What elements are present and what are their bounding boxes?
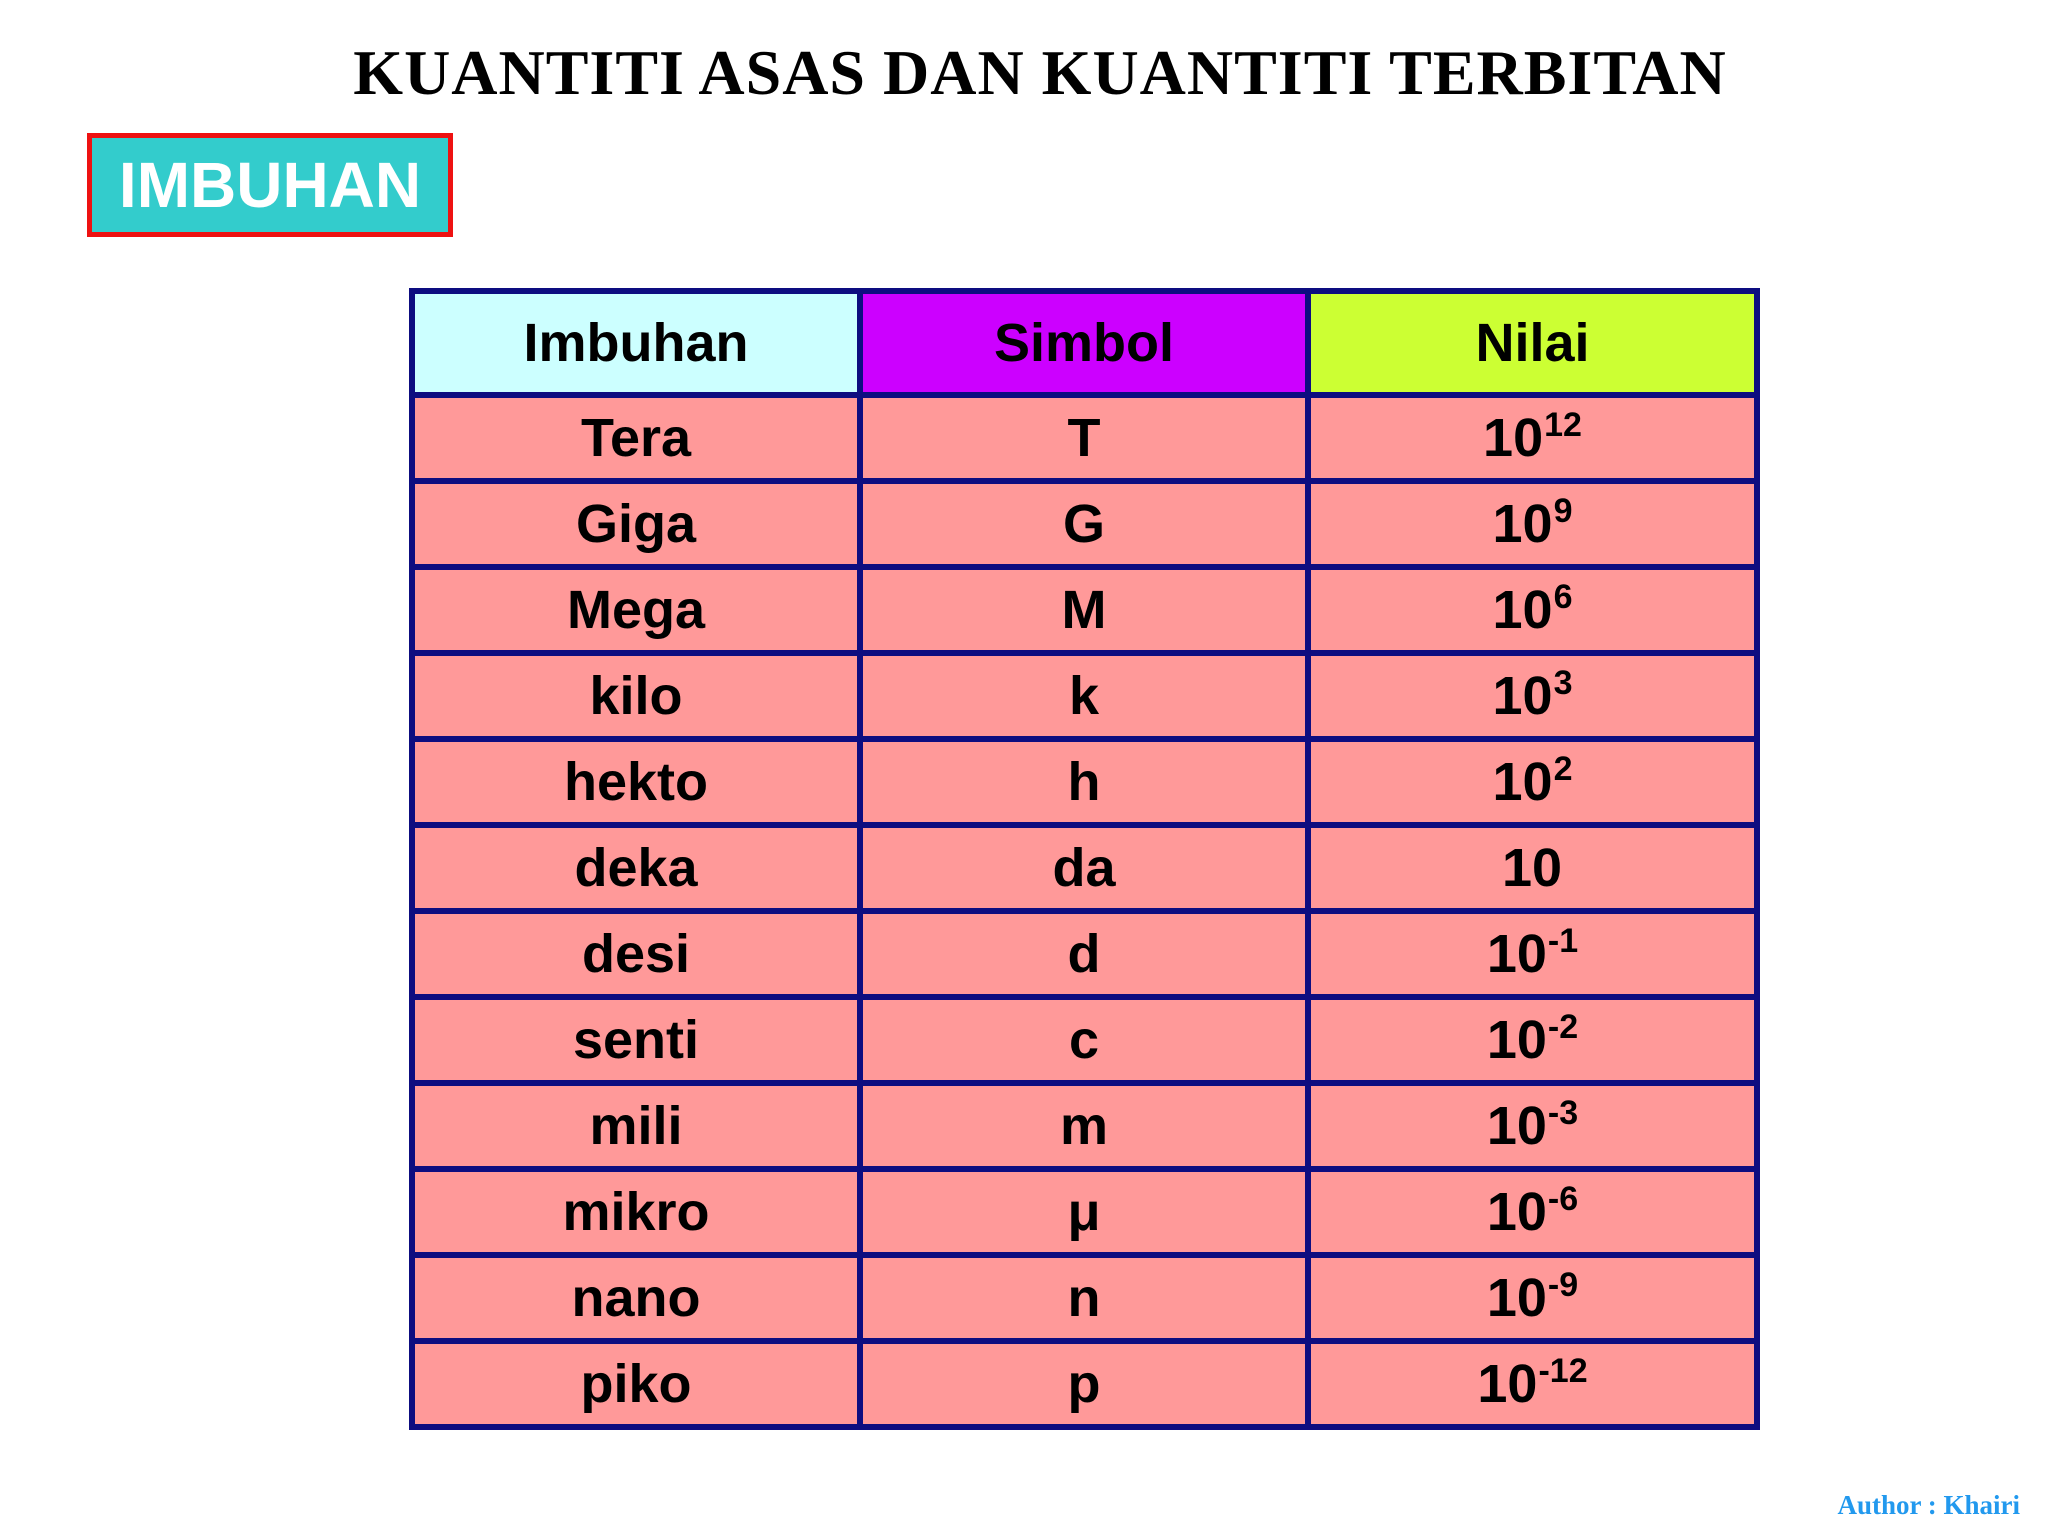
table-row bbox=[412, 481, 1757, 567]
value-base: 10 bbox=[1492, 752, 1553, 812]
value-exponent: 9 bbox=[1553, 492, 1573, 530]
value-cell bbox=[1308, 1255, 1757, 1341]
table-row bbox=[412, 1255, 1757, 1341]
symbol-cell: m bbox=[860, 1083, 1308, 1169]
value-cell bbox=[1308, 739, 1757, 825]
value-exponent: -1 bbox=[1547, 922, 1579, 960]
prefix-cell: nano bbox=[412, 1255, 860, 1341]
value-base: 10 bbox=[1486, 1182, 1547, 1242]
table-row bbox=[412, 1341, 1757, 1427]
table-row bbox=[412, 1083, 1757, 1169]
prefix-cell: Mega bbox=[412, 567, 860, 653]
prefix-cell: Tera bbox=[412, 395, 860, 481]
value-cell bbox=[1308, 1341, 1757, 1427]
symbol-cell: T bbox=[860, 395, 1308, 481]
value-exponent: -3 bbox=[1547, 1094, 1579, 1132]
prefix-cell: mili bbox=[412, 1083, 860, 1169]
table-header-row bbox=[412, 291, 1757, 395]
value-cell bbox=[1308, 567, 1757, 653]
value-base: 10 bbox=[1477, 1354, 1538, 1414]
value-exponent: 3 bbox=[1553, 664, 1573, 702]
table-row bbox=[412, 997, 1757, 1083]
table-row bbox=[412, 825, 1757, 911]
value-cell bbox=[1308, 653, 1757, 739]
value-cell bbox=[1308, 825, 1757, 911]
value-exponent: -2 bbox=[1547, 1008, 1579, 1046]
prefix-cell: Giga bbox=[412, 481, 860, 567]
value-base: 10 bbox=[1492, 494, 1553, 554]
table-row bbox=[412, 739, 1757, 825]
value-cell bbox=[1308, 1083, 1757, 1169]
value-base: 10 bbox=[1486, 1268, 1547, 1328]
symbol-cell: c bbox=[860, 997, 1308, 1083]
value-exponent: 6 bbox=[1553, 578, 1573, 616]
symbol-cell: G bbox=[860, 481, 1308, 567]
value-base: 10 bbox=[1483, 408, 1544, 468]
value-exponent: 2 bbox=[1553, 750, 1573, 788]
prefix-cell: mikro bbox=[412, 1169, 860, 1255]
symbol-cell: n bbox=[860, 1255, 1308, 1341]
prefix-cell: piko bbox=[412, 1341, 860, 1427]
value-cell bbox=[1308, 1169, 1757, 1255]
value-base: 10 bbox=[1486, 1010, 1547, 1070]
page-title: KUANTITI ASAS DAN KUANTITI TERBITAN bbox=[353, 37, 1727, 108]
symbol-cell: k bbox=[860, 653, 1308, 739]
table-body bbox=[412, 395, 1757, 1427]
symbol-cell: M bbox=[860, 567, 1308, 653]
value-base: 10 bbox=[1486, 924, 1547, 984]
value-exponent: 12 bbox=[1544, 406, 1582, 444]
prefix-table bbox=[409, 288, 1760, 1430]
prefix-cell: senti bbox=[412, 997, 860, 1083]
value-base: 10 bbox=[1486, 1096, 1547, 1156]
value-cell bbox=[1308, 997, 1757, 1083]
table-row bbox=[412, 1169, 1757, 1255]
symbol-cell: μ bbox=[860, 1169, 1308, 1255]
table-row bbox=[412, 567, 1757, 653]
table-row bbox=[412, 911, 1757, 997]
author-credit: Author : Khairi bbox=[1837, 1490, 2020, 1520]
prefix-cell: deka bbox=[412, 825, 860, 911]
prefix-cell: desi bbox=[412, 911, 860, 997]
header-prefix: Imbuhan bbox=[412, 291, 860, 395]
table-row bbox=[412, 395, 1757, 481]
section-badge: IMBUHAN bbox=[87, 133, 453, 237]
symbol-cell: p bbox=[860, 1341, 1308, 1427]
prefix-cell: hekto bbox=[412, 739, 860, 825]
symbol-cell: d bbox=[860, 911, 1308, 997]
value-base: 10 bbox=[1492, 666, 1553, 726]
value-exponent: -12 bbox=[1538, 1352, 1588, 1390]
value-cell bbox=[1308, 911, 1757, 997]
symbol-cell: h bbox=[860, 739, 1308, 825]
value-base: 10 bbox=[1501, 838, 1563, 898]
value-exponent: -9 bbox=[1547, 1266, 1579, 1304]
value-cell bbox=[1308, 481, 1757, 567]
value-cell bbox=[1308, 395, 1757, 481]
symbol-cell: da bbox=[860, 825, 1308, 911]
table-row bbox=[412, 653, 1757, 739]
header-symbol: Simbol bbox=[860, 291, 1308, 395]
value-exponent: -6 bbox=[1547, 1180, 1579, 1218]
value-base: 10 bbox=[1492, 580, 1553, 640]
prefix-cell: kilo bbox=[412, 653, 860, 739]
header-value: Nilai bbox=[1308, 291, 1757, 395]
